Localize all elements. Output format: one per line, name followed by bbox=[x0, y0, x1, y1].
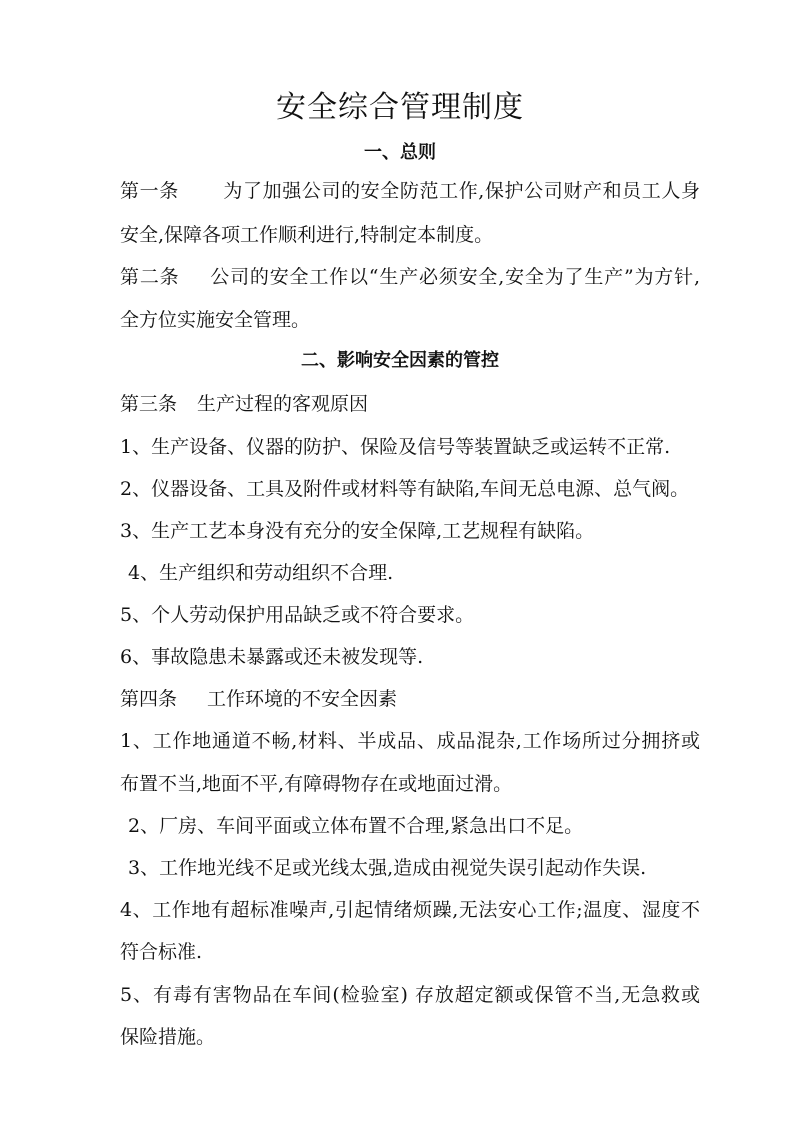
article-2-text: 公司的安全工作以“生产必须安全,安全为了生产”为方针, bbox=[209, 266, 700, 288]
article-4-label: 第四条 bbox=[120, 688, 178, 710]
article-3-item-2: 2、仪器设备、工具及附件或材料等有缺陷,车间无总电源、总气阀。 bbox=[120, 478, 690, 500]
article-3-item-6: 6、事故隐患未暴露或还未被发现等. bbox=[120, 646, 424, 668]
article-4-item-2: 2、厂房、车间平面或立体布置不合理,紧急出口不足。 bbox=[128, 815, 584, 837]
article-3-heading bbox=[120, 389, 700, 419]
article-3-item-5: 5、个人劳动保护用品缺乏或不符合要求。 bbox=[120, 604, 475, 626]
article-3-title: 生产过程的客观原因 bbox=[197, 393, 369, 415]
article-4-heading bbox=[120, 684, 700, 714]
article-4-item-5-line-1: 5、有毒有害物品在车间(检验室) 存放超定额或保管不当,无急救或 bbox=[120, 984, 700, 1006]
article-4-item-5-line-2: 保险措施。 bbox=[120, 1026, 216, 1048]
article-3-item-4: 4、生产组织和劳动组织不合理. bbox=[128, 562, 394, 584]
article-4-item-3: 3、工作地光线不足或光线太强,造成由视觉失误引起动作失误. bbox=[128, 857, 647, 879]
article-3-item-1: 1、生产设备、仪器的防护、保险及信号等装置缺乏或运转不正常. bbox=[120, 436, 671, 458]
article-4-title: 工作环境的不安全因素 bbox=[207, 688, 398, 710]
article-3-label: 第三条 bbox=[120, 393, 178, 415]
article-1-text: 为了加强公司的安全防范工作,保护公司财产和员工人身 bbox=[222, 180, 700, 202]
document-title: 安全综合管理制度 bbox=[276, 90, 524, 125]
article-4-item-1-line-2: 布置不当,地面不平,有障碍物存在或地面过滑。 bbox=[120, 773, 513, 795]
article-4-item-4-line-2: 符合标准. bbox=[120, 941, 203, 963]
article-1-line-2: 安全,保障各项工作顺利进行,特制定本制度。 bbox=[120, 224, 494, 246]
article-2-line-2: 全方位实施安全管理。 bbox=[120, 309, 311, 331]
article-4-item-4-line-1: 4、工作地有超标准噪声,引起情绪烦躁,无法安心工作;温度、湿度不 bbox=[120, 899, 700, 921]
article-2-line-1 bbox=[120, 262, 700, 292]
article-2-label: 第二条 bbox=[120, 266, 180, 288]
article-4-item-1-line-1: 1、工作地通道不畅,材料、半成品、成品混杂,工作场所过分拥挤或 bbox=[120, 730, 700, 752]
section-heading-general: 一、总则 bbox=[364, 142, 436, 163]
article-1-line-1 bbox=[120, 176, 700, 206]
section-heading-factors: 二、影响安全因素的管控 bbox=[301, 350, 499, 371]
article-1-label: 第一条 bbox=[120, 180, 179, 202]
article-3-item-3: 3、生产工艺本身没有充分的安全保障,工艺规程有缺陷。 bbox=[120, 520, 595, 542]
